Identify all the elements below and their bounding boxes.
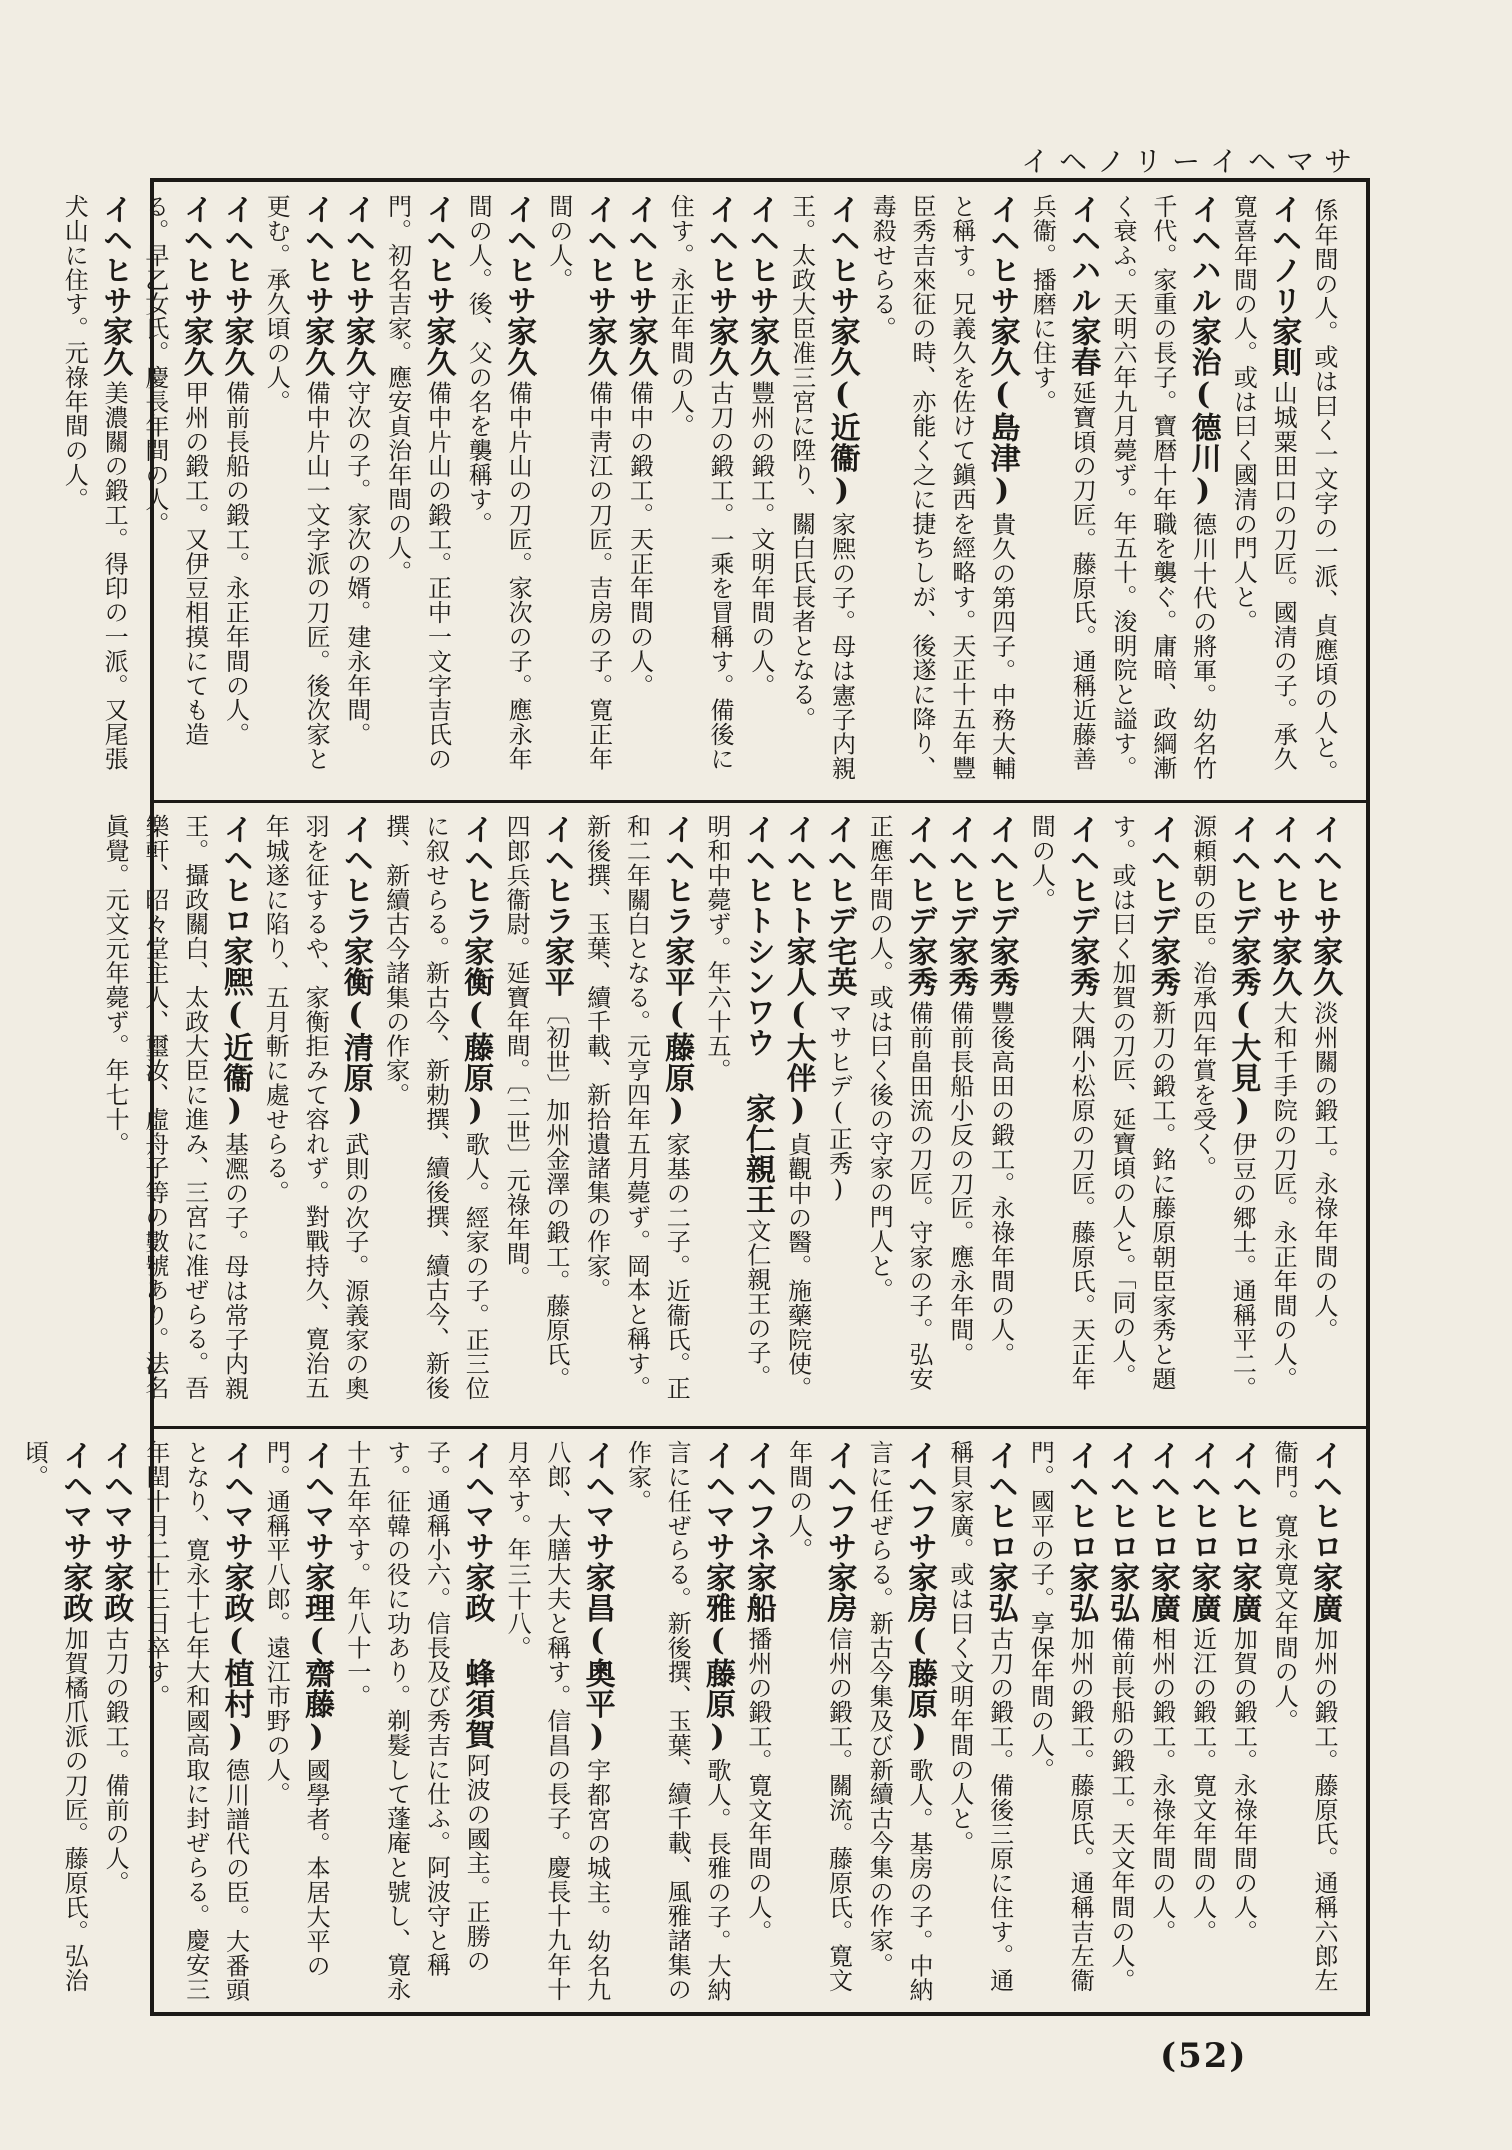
entry-name: 家人(大伴) xyxy=(780,935,816,1129)
dictionary-entry xyxy=(1182,814,1263,1410)
dictionary-entry xyxy=(255,194,336,786)
dictionary-entry xyxy=(576,814,696,1410)
entry-desc: 〔初世〕加州金澤の鍛工。藤原氏。四郎兵衞尉。延寶年間。〔二世〕元祿年間。 xyxy=(502,814,570,1391)
tier-middle xyxy=(101,814,1366,1410)
tier-bottom xyxy=(20,1440,1366,2008)
dictionary-entry xyxy=(1262,814,1303,1410)
entry-name: 家政 xyxy=(57,1561,93,1623)
entry-head: イヘヒロ xyxy=(1144,1440,1180,1562)
entry-desc: 文仁親王の子。明和中薨ず。年六十五。 xyxy=(703,814,771,1390)
dictionary-entry xyxy=(858,814,939,1410)
dictionary-entry xyxy=(215,194,256,786)
dictionary-entry xyxy=(255,1440,336,2008)
tier-top xyxy=(60,194,1366,786)
entry-desc: 甲州の鍛工。又伊豆相摸にても造る。早乙女氏。慶長年間の人。 xyxy=(140,194,209,747)
entry-name: 家弘 xyxy=(1063,1561,1099,1623)
entry-head: イヘヒラ xyxy=(337,814,373,936)
entry-name: 家衡(清原) xyxy=(337,935,373,1129)
entry-head: イヘフサ xyxy=(821,1440,857,1562)
tier-entries xyxy=(20,1440,1366,2008)
entry-name: 家理(齋藤) xyxy=(299,1561,335,1755)
entry-name: 家廣 xyxy=(1307,1561,1342,1623)
entry-head: イヘマサ xyxy=(299,1440,335,1562)
entry-head: イヘヒサ xyxy=(743,194,779,316)
dictionary-entry xyxy=(94,1440,135,2008)
entry-desc: 豐後高田の鍛工。永祿年間の人。 xyxy=(986,1000,1015,1367)
entry-desc: 近江の鍛工。寛文年間の人。 xyxy=(1188,1626,1217,1944)
entry-name: 家久 xyxy=(703,315,739,377)
entry-head: イヘヒサ xyxy=(420,194,456,316)
entry-name: 家秀 xyxy=(902,935,938,997)
entry-name: 家則 xyxy=(1266,315,1302,377)
entry-desc: 貞觀中の醫。施藥院使。 xyxy=(783,1132,812,1401)
dictionary-entry xyxy=(135,1440,255,2008)
entry-head: イヘヒラ xyxy=(538,814,574,936)
entry-head: イヘヒサ xyxy=(97,194,133,316)
entry-desc: 德川十代の將軍。幼名竹千代。家重の長子。寶暦十年職を襲ぐ。庸暗、政綱漸く衰ふ。天明六年九月薨ず。年五十。浚明院と謚す。 xyxy=(1109,194,1217,781)
entry-name: 家政 蜂須賀 xyxy=(459,1561,495,1750)
dictionary-entry xyxy=(617,1440,737,2008)
entry-name: 家船 xyxy=(740,1561,776,1623)
entry-desc: 新刀の鍛工。銘に藤原朝臣家秀と題す。或は曰く加賀の刀匠、延寶頃の人と。「同の人。 xyxy=(1108,814,1176,1391)
dictionary-entry xyxy=(740,194,781,786)
divider-rule xyxy=(154,1426,1366,1429)
entry-name: 家政(植村) xyxy=(218,1561,254,1755)
dictionary-entry xyxy=(336,194,377,786)
dictionary-entry xyxy=(457,194,538,786)
entry-desc: 家熈の子。母は憲子内親王。太政大臣准三宮に陞り、關白氏長者となる。 xyxy=(787,194,856,781)
entry-name: 家昌(奧平) xyxy=(579,1561,615,1755)
entry-name: 家政 xyxy=(98,1561,134,1623)
dictionary-entry xyxy=(861,194,1021,786)
entry-name: 家久 xyxy=(622,315,658,377)
entry-name: 家房 xyxy=(821,1561,857,1623)
entry-desc: 古刀の鍛工。備後三原に住す。通稱貝家廣。或は曰く文明年間の人と。 xyxy=(945,1440,1014,1993)
dictionary-entry xyxy=(1303,194,1344,786)
entry-name: 宅英 xyxy=(821,935,857,997)
entry-desc: 山城粟田口の刀匠。國清の子。承久寛喜年間の人。或は曰く國清の門人と。 xyxy=(1229,194,1298,771)
entry-name: 家弘 xyxy=(982,1561,1018,1623)
entry-head: イヘヒロ xyxy=(982,1440,1018,1562)
entry-desc: 備前長船の鍛工。永正年間の人。 xyxy=(221,380,250,747)
entry-head: イヘハル xyxy=(1185,194,1221,316)
entry-desc: 大和千手院の刀匠。永正年間の人。 xyxy=(1269,1000,1298,1391)
entry-head: イヘマサ xyxy=(700,1440,736,1562)
dictionary-entry xyxy=(939,1440,1020,2008)
entry-name: 家廣 xyxy=(1144,1561,1180,1623)
entry-head: イヘヒロ xyxy=(217,814,253,936)
entry-desc: 宇都宮の城主。幼名九八郎、大膳大夫と稱す。信昌の長子。慶長十九年十月卒す。年三十八。 xyxy=(503,1440,611,2003)
entry-desc: 備中片山の鍛工。正中一文字吉氏の門。初名吉家。應安貞治年間の人。 xyxy=(383,194,452,771)
entry-head: イヘヒト xyxy=(780,814,816,936)
entry-desc: 伊豆の郷士。通稱平二。源頼朝の臣。治承四年賞を受く。 xyxy=(1188,814,1257,1401)
entry-desc: 守次の子。家次の婿。建永年間。 xyxy=(342,380,371,747)
entry-head: イヘマサ xyxy=(98,1440,134,1562)
running-head: イヘノリーイヘマサ xyxy=(1021,145,1362,178)
entry-name: 家衡(藤原) xyxy=(458,935,494,1129)
entry-head: イヘヒロ xyxy=(1185,1440,1221,1562)
entry-desc: マサヒデ(正秀) xyxy=(824,1000,853,1204)
entry-head: イヘヒサ xyxy=(824,194,860,316)
entry-desc: 阿波の國主。正勝の子。通稱小六。信長及び秀吉に仕ふ。阿波守と稱す。征韓の役に功あり。剃髮して蓬庵と號し、寛永十五年卒す。年八十一。 xyxy=(342,1440,491,2002)
entry-name: 家久(近衞) xyxy=(824,315,860,509)
entry-name: シンワウ 家仁親王 xyxy=(739,935,775,1215)
entry-head: イヘヒサ xyxy=(501,194,537,316)
entry-desc: 相州の鍛工。永祿年間の人。 xyxy=(1147,1626,1176,1944)
entry-desc: 信州の鍛工。關流。藤原氏。寛文年間の人。 xyxy=(784,1440,853,1993)
entry-name: 家春 xyxy=(1065,315,1101,377)
entry-name: 家治(德川) xyxy=(1185,315,1221,509)
entry-desc: 古刀の鍛工。一乘を冒稱す。備後に住す。永正年間の人。 xyxy=(666,194,735,771)
entry-name: 家秀(大見) xyxy=(1225,935,1261,1129)
dictionary-entry xyxy=(1303,814,1344,1410)
dictionary-entry xyxy=(495,814,576,1410)
dictionary-entry xyxy=(1020,1440,1101,2008)
entry-name: 家久 xyxy=(97,315,133,377)
entry-desc: 備前長船小反の刀匠。應永年間。 xyxy=(945,1000,974,1367)
dictionary-entry xyxy=(1141,1440,1182,2008)
entry-desc: 係年間の人。或は曰く一文字の一派、貞應頃の人と。 xyxy=(1310,198,1338,784)
entry-head: イヘヒロ xyxy=(1307,1440,1342,1562)
entry-head: イヘハル xyxy=(1065,194,1101,316)
entry-name: 家久 xyxy=(581,315,617,377)
dictionary-entry xyxy=(737,1440,778,2008)
page-number: (52) xyxy=(1160,2036,1248,2076)
dictionary-entry xyxy=(781,194,862,786)
entry-desc: 加賀の鍛工。永祿年間の人。 xyxy=(1229,1626,1258,1944)
tier-entries xyxy=(101,814,1366,1410)
entry-name: 家熈(近衞) xyxy=(217,935,253,1129)
entry-name: 家秀 xyxy=(1064,935,1100,997)
page-frame xyxy=(20,178,1370,2016)
entry-head: イヘマサ xyxy=(218,1440,254,1562)
entry-head: イヘマサ xyxy=(57,1440,93,1562)
dictionary-entry xyxy=(939,814,980,1410)
entry-name: 家平 xyxy=(538,935,574,997)
entry-name: 家久 xyxy=(420,315,456,377)
dictionary-entry xyxy=(336,1440,496,2008)
dictionary-entry xyxy=(818,814,859,1410)
entry-head: イヘヒサ xyxy=(1266,814,1302,936)
entry-head: イヘヒサ xyxy=(299,194,335,316)
entry-head: イヘヒラ xyxy=(458,814,494,936)
entry-name: 家秀 xyxy=(1144,935,1180,997)
entry-desc: 大隅小松原の刀匠。藤原氏。天正年間の人。 xyxy=(1027,814,1096,1391)
dictionary-entry xyxy=(538,194,619,786)
entry-desc: 淡州關の鍛工。永祿年間の人。 xyxy=(1310,1000,1338,1343)
entry-head: イヘヒラ xyxy=(659,814,695,936)
entry-desc: 德川譜代の臣。大番頭となり、寛永十七年大和國高取に封ぜらる。慶安三年閏十月二十三日卒す。 xyxy=(141,1440,250,2003)
entry-head: イヘノリ xyxy=(1266,194,1302,316)
entry-name: 家房(藤原) xyxy=(902,1561,938,1755)
entry-desc: 備前畠田流の刀匠。守家の子。弘安正應年間の人。或は曰く後の守家の門人と。 xyxy=(865,814,934,1391)
dictionary-entry xyxy=(1223,194,1304,786)
dictionary-entry xyxy=(619,194,660,786)
entry-desc: 延寶頃の刀匠。藤原氏。通稱近藤善兵衞。播磨に住す。 xyxy=(1028,194,1097,771)
entry-desc: 國學者。本居大平の門。通稱平八郎。遠江市野の人。 xyxy=(262,1440,331,1978)
entry-desc: 備中片山一文字派の刀匠。後次家と更む。承久頃の人。 xyxy=(262,194,331,771)
entry-head: イヘヒサ xyxy=(339,194,375,316)
entry-head: イヘマサ xyxy=(579,1440,615,1562)
entry-head: イヘヒサ xyxy=(984,194,1020,316)
dictionary-entry xyxy=(134,194,215,786)
entry-name: 家秀 xyxy=(983,935,1019,997)
entry-name: 家秀 xyxy=(942,935,978,997)
entry-head: イヘヒデ xyxy=(1144,814,1180,936)
entry-head: イヘヒサ xyxy=(703,194,739,316)
entry-name: 家久 xyxy=(501,315,537,377)
entry-desc: 備中靑江の刀匠。吉房の子。寛正年間の人。 xyxy=(544,194,613,771)
dictionary-entry xyxy=(777,814,818,1410)
entry-head: イヘヒサ xyxy=(622,194,658,316)
dictionary-entry xyxy=(54,194,135,786)
entry-head: イヘヒサ xyxy=(1307,814,1342,936)
entry-head: イヘフネ xyxy=(740,1440,776,1562)
entry-name: 家久 xyxy=(177,315,213,377)
entry-desc: 美濃關の鍛工。得印の一派。又尾張犬山に住す。元祿年間の人。 xyxy=(60,194,129,771)
entry-name: 家久 xyxy=(743,315,779,377)
entry-head: イヘヒデ xyxy=(1225,814,1261,936)
entry-head: イヘヒデ xyxy=(821,814,857,936)
dictionary-entry xyxy=(980,814,1021,1410)
entry-name: 家久 xyxy=(299,315,335,377)
dictionary-entry xyxy=(1100,1440,1141,2008)
entry-name: 家廣 xyxy=(1185,1561,1221,1623)
entry-head: イヘヒデ xyxy=(942,814,978,936)
entry-head: イヘヒロ xyxy=(1063,1440,1099,1562)
dictionary-entry xyxy=(375,814,495,1410)
dictionary-entry xyxy=(659,194,740,786)
dictionary-entry xyxy=(496,1440,616,2008)
entry-desc: 歌人。長雅の子。大納言に任ぜらる。新後撰、玉葉、續千載、風雅諸集の作家。 xyxy=(623,1440,732,2003)
entry-name: 家廣 xyxy=(1226,1561,1262,1623)
entry-desc: 基凞の子。母は常子内親王。攝政關白、太政大臣に進み、三宮に准ぜらる。吾樂軒、昭々堂主人、璽汝、虛舟子等の數號あり。法名眞覺。元文元年薨ず。年七十。 xyxy=(101,814,249,1401)
entry-head: イヘヒサ xyxy=(218,194,254,316)
entry-name: 家久 xyxy=(1266,935,1302,997)
entry-desc: 古刀の鍛工。備前の人。 xyxy=(101,1626,130,1895)
entry-desc: 武則の次子。源義家の奧羽を征するや、家衡拒みて容れず。對戰持久、寛治五年城遂に陷り、五月斬に處せらる。 xyxy=(261,814,369,1401)
entry-desc: 豐州の鍛工。文明年間の人。 xyxy=(746,380,775,698)
entry-desc: 歌人。基房の子。中納言に任ぜらる。新古今集及び新續古今集の作家。 xyxy=(865,1440,934,2003)
entry-head: イヘヒト xyxy=(739,814,775,936)
entry-head: イヘヒデ xyxy=(1064,814,1100,936)
dictionary-entry xyxy=(1182,1440,1223,2008)
entry-desc: 加賀橘爪派の刀匠。藤原氏。弘治頃。 xyxy=(20,1440,89,1993)
entry-desc: 備中の鍛工。天正年間の人。 xyxy=(625,380,654,698)
entry-desc: 歌人。經家の子。正三位に叙せらる。新古今、新勅撰、續後撰、續古今、新後撰、新續古今諸集の作家。 xyxy=(381,814,490,1401)
divider-rule xyxy=(154,800,1366,803)
entry-head: イヘヒデ xyxy=(902,814,938,936)
dictionary-entry xyxy=(254,814,374,1410)
entry-desc: 加州の鍛工。藤原氏。通稱吉左衞門。國平の子。享保年間の人。 xyxy=(1026,1440,1095,1993)
entry-head: イヘヒサ xyxy=(177,194,213,316)
entry-desc: 備中片山の刀匠。家次の子。應永年間の人。後、父の名を襲稱す。 xyxy=(464,194,533,771)
entry-head: イヘヒロ xyxy=(1226,1440,1262,1562)
entry-name: 家久 xyxy=(1307,935,1342,997)
entry-desc: 備前長船の鍛工。天文年間の人。 xyxy=(1107,1626,1136,1993)
dictionary-entry xyxy=(377,194,458,786)
dictionary-entry xyxy=(1102,194,1222,786)
entry-head: イヘフサ xyxy=(902,1440,938,1562)
entry-name: 家久 xyxy=(218,315,254,377)
dictionary-entry xyxy=(858,1440,939,2008)
entry-name: 家弘 xyxy=(1104,1561,1140,1623)
dictionary-entry xyxy=(1022,194,1103,786)
dictionary-entry xyxy=(1263,1440,1344,2008)
entry-name: 家久 xyxy=(339,315,375,377)
entry-name: 家平(藤原) xyxy=(659,935,695,1129)
entry-head: イヘヒデ xyxy=(983,814,1019,936)
dictionary-entry xyxy=(696,814,777,1410)
dictionary-entry xyxy=(1101,814,1182,1410)
entry-desc: 播州の鍛工。寛文年間の人。 xyxy=(743,1626,772,1944)
dictionary-entry xyxy=(94,814,254,1410)
entry-head: イヘヒロ xyxy=(1104,1440,1140,1562)
entry-desc: 貴久の第四子。中務大輔と稱す。兄義久を佐けて鎭西を經略す。天正十五年豐臣秀吉來征の時、亦能く之に捷ちしが、後遂に降り、毒殺せらる。 xyxy=(868,194,1016,781)
tier-entries xyxy=(60,194,1366,786)
dictionary-entry xyxy=(778,1440,859,2008)
entry-head: イヘヒサ xyxy=(581,194,617,316)
entry-name: 家久(島津) xyxy=(984,315,1020,509)
entry-name: 家雅(藤原) xyxy=(700,1561,736,1755)
entry-desc: 加州の鍛工。藤原氏。通稱六郎左衞門。寛永寛文年間の人。 xyxy=(1270,1440,1338,1993)
dictionary-entry xyxy=(1021,814,1102,1410)
dictionary-entry xyxy=(1223,1440,1264,2008)
entry-desc: 家基の二子。近衞氏。正和二年關白となる。元亨四年五月薨ず。岡本と稱す。新後撰、玉葉、續千載、新拾遺諸集の作家。 xyxy=(582,814,691,1401)
dictionary-entry xyxy=(14,1440,95,2008)
entry-head: イヘマサ xyxy=(459,1440,495,1562)
